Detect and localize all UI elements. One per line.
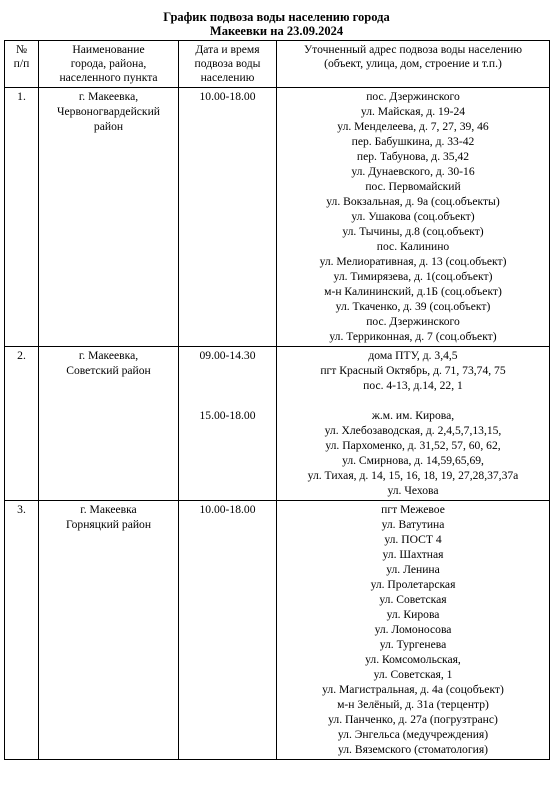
address-line: ул. Терриконная, д. 7 (соц.объект) <box>329 330 497 343</box>
address-line: ул. Майская, д. 19-24 <box>360 105 466 118</box>
row-number: 2. <box>5 347 39 501</box>
address-line: ул. Тургенева <box>379 638 447 651</box>
address-cell <box>277 347 550 501</box>
address-line: ул. ПОСТ 4 <box>384 533 442 546</box>
address-line: пер. Бабушкина, д. 33-42 <box>351 135 475 148</box>
address-line: ул. Шахтная <box>382 548 444 561</box>
header-district: Наименование города, района, населенного пункта <box>39 41 179 88</box>
address-line: ул. Пролетарская <box>370 578 456 591</box>
address-line: ул. Вокзальная, д. 9а (соц.объекты) <box>326 195 500 208</box>
time-cell: 10.00-18.00 <box>179 88 277 347</box>
table-row-3 <box>5 501 550 760</box>
address-line: ул. Ткаченко, д. 39 (соц.объект) <box>335 300 491 313</box>
address-line: м-н Калининский, д.1Б (соц.объект) <box>324 285 502 298</box>
address-line: ул. Ленина <box>386 563 440 576</box>
address-line: пгт Красный Октябрь, д. 71, 73,74, 75 <box>320 364 506 377</box>
address-line: ул. Советская, 1 <box>373 668 453 681</box>
time-cell <box>179 347 277 501</box>
address-line: ж.м. им. Кирова, <box>371 409 455 422</box>
address-line: ул. Ушакова (соц.объект) <box>351 210 475 223</box>
address-line: ул. Смирнова, д. 14,59,65,69, <box>342 454 484 467</box>
address-line: пгт Межевое <box>381 503 445 516</box>
table-row-2 <box>5 347 550 501</box>
address-line: пос. Калинино <box>376 240 450 253</box>
time-cell: 10.00-18.00 <box>179 501 277 760</box>
address-line: ул. Ломоносова <box>374 623 452 636</box>
address-line: ул. Кирова <box>386 608 440 621</box>
address-line: пос. Дзержинского <box>366 90 460 103</box>
address-cell <box>277 88 550 347</box>
address-line: ул. Менделеева, д. 7, 27, 39, 46 <box>337 120 489 133</box>
header-address: Уточненный адрес подвоза воды населению (объект, улица, дом, строение и т.п.) <box>277 41 550 88</box>
address-line: ул. Хлебозаводская, д. 2,4,5,7,13,15, <box>324 424 502 437</box>
address-line: ул. Магистральная, д. 4а (соцобъект) <box>322 683 504 696</box>
table-row-1 <box>5 88 550 347</box>
address-line: ул. Пархоменко, д. 31,52, 57, 60, 62, <box>325 439 501 452</box>
address-cell <box>277 501 550 760</box>
time-slot-2: 15.00-18.00 <box>199 409 256 422</box>
address-line: ул. Мелиоративная, д. 13 (соц.объект) <box>319 255 507 268</box>
address-line: ул. Дунаевского, д. 30-16 <box>351 165 475 178</box>
water-schedule-table <box>4 40 550 760</box>
district-cell: г. Макеевка, Червоногвардейский район <box>39 88 179 347</box>
title-line-1: График подвоза воды населению города <box>163 10 390 24</box>
district-cell: г. Макеевка, Советский район <box>39 347 179 501</box>
address-line: пос. 4-13, д.14, 22, 1 <box>363 379 463 392</box>
header-number: № п/п <box>5 41 39 88</box>
address-line: пос. Дзержинского <box>366 315 460 328</box>
row-number: 3. <box>5 501 39 760</box>
address-line: пер. Табунова, д. 35,42 <box>356 150 470 163</box>
time-slot-1: 09.00-14.30 <box>199 349 256 362</box>
address-line: ул. Тычины, д.8 (соц.объект) <box>342 225 484 238</box>
address-line: ул. Энгельса (медучреждения) <box>337 728 489 741</box>
address-line: ул. Тихая, д. 14, 15, 16, 18, 19, 27,28,37,37а <box>307 469 519 482</box>
row-number: 1. <box>5 88 39 347</box>
title-line-2: Макеевки на 23.09.2024 <box>209 24 344 38</box>
address-line: ул. Тимирязева, д. 1(соц.объект) <box>333 270 493 283</box>
address-line: ул. Вяземского (стоматология) <box>337 743 489 756</box>
address-line: ул. Чехова <box>387 484 439 497</box>
header-time: Дата и время подвоза воды населению <box>179 41 277 88</box>
address-line: ул. Советская <box>379 593 447 606</box>
document-title <box>0 10 553 38</box>
address-line: м-н Зелёный, д. 31а (терцентр) <box>337 698 489 711</box>
district-cell: г. Макеевка Горняцкий район <box>39 501 179 760</box>
table-header-row <box>5 41 550 88</box>
address-line: ул. Комсомольская, <box>365 653 461 666</box>
address-line: дома ПТУ, д. 3,4,5 <box>368 349 458 362</box>
address-line: ул. Ватутина <box>381 518 445 531</box>
address-line: пос. Первомайский <box>365 180 461 193</box>
address-line: ул. Панченко, д. 27а (погрузтранс) <box>328 713 498 726</box>
